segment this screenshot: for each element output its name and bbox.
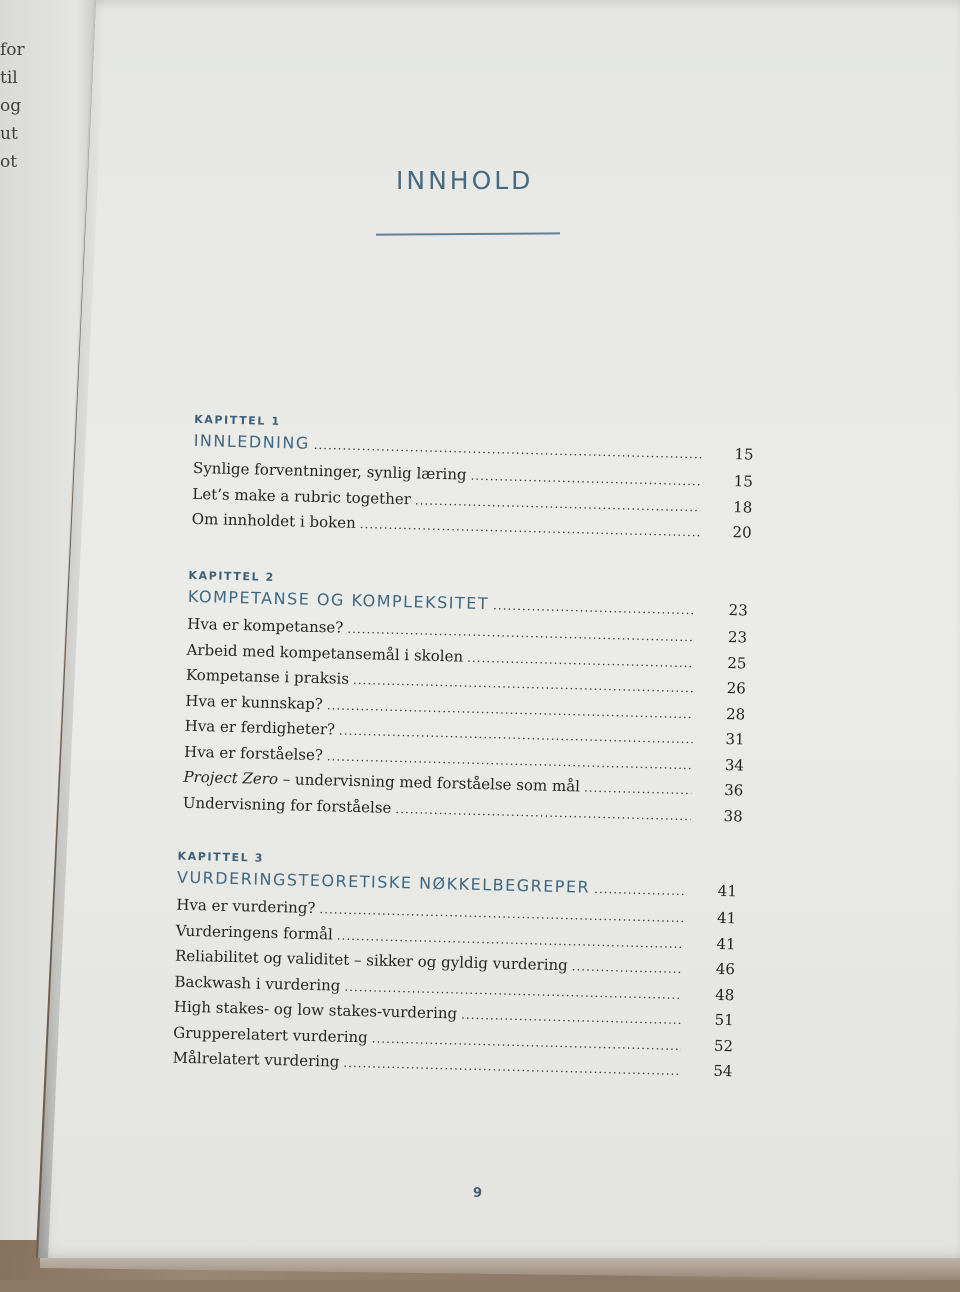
entry-title: Hva er vurdering? [176, 895, 316, 918]
page-ref: 34 [724, 755, 745, 774]
page-ref: 46 [715, 959, 736, 979]
dot-leader [493, 598, 696, 617]
entry-title: Hva er kompetanse? [187, 614, 344, 637]
page-number: 9 [473, 1186, 483, 1201]
entry-title: Synlige forventninger, synlig læring [192, 458, 467, 484]
entry-title: Hva er forståelse? [183, 742, 324, 764]
page-ref: 41 [716, 908, 737, 928]
dot-leader [572, 959, 684, 976]
dot-leader [344, 979, 682, 1001]
page-ref: 36 [724, 780, 744, 800]
page-ref: 25 [727, 653, 747, 672]
dot-leader [467, 650, 695, 670]
dot-leader [594, 882, 685, 898]
page-ref: 28 [725, 704, 746, 723]
dot-leader [337, 928, 684, 950]
chapter-heading: KOMPETANSE OG KOMPLEKSITET [187, 586, 490, 614]
entry-title: Arbeid med kompetansemål i skolen [186, 640, 464, 666]
dot-leader [415, 493, 701, 514]
chapter-heading: VURDERINGSTEORETISKE NØKKELBEGREPER [176, 867, 591, 897]
page-ref: 52 [713, 1036, 734, 1055]
entry-title-rest: – undervisning med forståelse som mål [277, 770, 581, 796]
entry-title: Om innholdet i boken [191, 509, 356, 532]
page-ref: 31 [725, 729, 745, 749]
entry-title: Hva er kunnskap? [185, 691, 324, 713]
page-ref: 38 [723, 806, 743, 825]
entry-title: Let’s make a rubric together [192, 484, 412, 508]
dot-leader [343, 1056, 680, 1078]
previous-page-fragment: til [0, 68, 18, 88]
page-ref: 15 [733, 472, 754, 491]
page-ref: 41 [717, 881, 738, 901]
chapter-heading: INNLEDNING [193, 430, 310, 453]
page-ref: 48 [715, 985, 735, 1004]
previous-page-fragment: for [0, 40, 25, 60]
page-ref: 41 [716, 934, 736, 953]
entry-title: Undervisning for forståelse [182, 793, 392, 817]
chapter-1 [191, 409, 754, 549]
page-ref: 15 [734, 445, 754, 464]
entry-title: Kompetanse i praksis [185, 665, 350, 688]
previous-page-fragment: ot [0, 152, 18, 172]
previous-page-fragment: og [0, 96, 22, 116]
entry-title: Vurderingens formål [175, 921, 334, 943]
chapter-label: KAPITTEL 3 [177, 849, 265, 865]
page-ref: 23 [727, 628, 748, 647]
entry-title: Målrelatert vurdering [172, 1048, 340, 1071]
page-title: INNHOLD [396, 166, 534, 195]
dot-leader [353, 673, 694, 695]
dot-leader [347, 622, 695, 644]
dot-leader [314, 438, 702, 461]
dot-leader [395, 801, 691, 822]
chapter-3 [172, 846, 737, 1088]
page-ref: 20 [732, 523, 752, 542]
page-ref: 51 [714, 1010, 734, 1030]
dot-leader [584, 781, 692, 798]
page-ref: 18 [732, 497, 753, 517]
entry-title: Grupperelatert vurdering [173, 1023, 369, 1046]
dot-leader [372, 1031, 682, 1053]
entry-title: High stakes- og low stakes-vurdering [173, 997, 458, 1023]
dot-leader [339, 724, 693, 747]
previous-page-fragment: ut [0, 124, 18, 144]
chapter-label: KAPITTEL 2 [188, 568, 276, 584]
entry-title: Reliabilitet og validitet – sikker og gyldig vurdering [174, 946, 568, 975]
page-ref: 23 [728, 601, 748, 620]
dot-leader [360, 517, 700, 539]
entry-title: Hva er ferdigheter? [184, 716, 336, 739]
entry-title: Backwash i vurdering [174, 972, 341, 995]
chapter-label: KAPITTEL 1 [194, 412, 281, 429]
entry-title-italic: Project Zero [183, 767, 279, 789]
dot-leader [461, 1008, 682, 1027]
page-ref: 54 [713, 1061, 733, 1081]
chapter-2 [182, 565, 748, 833]
page-ref: 26 [726, 679, 747, 698]
dot-leader [470, 469, 701, 489]
